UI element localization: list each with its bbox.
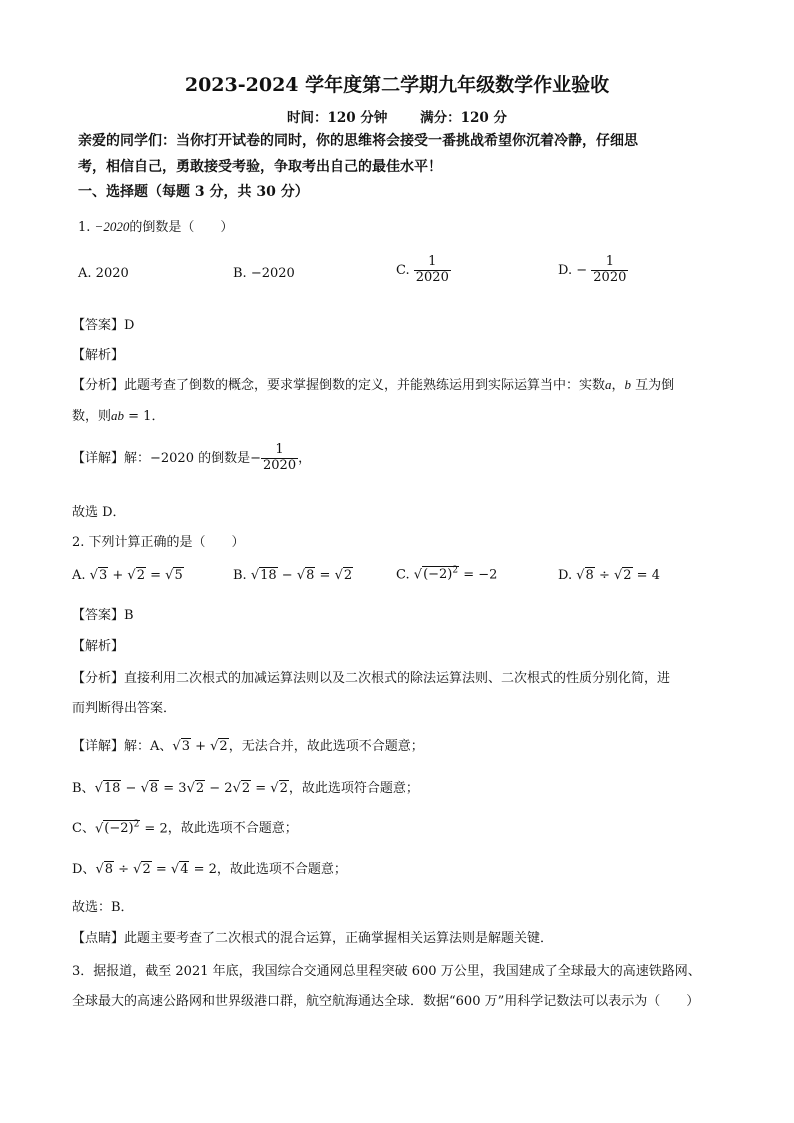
q1-text: 的倒数是（ ） [129,220,234,235]
section-heading: 一、选择题（每题 3 分，共 30 分） [78,184,309,200]
fraction: $\frac{1}{2020}$ [593,254,627,285]
exam-score: 满分：120 分 [420,110,507,126]
page-title: 2023-2024 学年度第二学期九年级数学作业验收 [184,74,610,96]
q2-analysis-tag: 【解析】 [72,639,125,654]
q2-option-a: A. √3 + √2 = √5 [72,568,183,583]
q1-number: 1. [78,220,91,235]
q1-option-b: B. −2020 [233,266,295,281]
q1-choose: 故选 D． [72,505,126,520]
q1-option-c: C. $\frac{1}{2020}$ [396,254,449,285]
exam-time: 时间：120 分钟 [287,110,388,126]
q2-analysis-line-2: 而判断得出答案． [72,701,177,716]
q1-analysis-line-2: 数，则ab = 1． [72,408,165,424]
fraction: $\frac{1}{2020}$ [263,442,297,473]
q2-detail-b: B、√18 − √8 = 3√2 − 2√2 = √2，故此选项符合题意； [72,781,419,796]
q2-option-b: B. √18 − √8 = √2 [233,568,353,583]
q1-analysis-line-1: 【分析】此题考查了倒数的概念，要求掌握倒数的定义，并能熟练运用到实际运算当中：实数a，b 互为倒 [72,377,675,393]
q2-detail-c: C、$√(-2)^2 = 2$，故此选项不合题意； [72,819,298,836]
q2-note: 【点睛】此题主要考查了二次根式的混合运算，正确掌握相关运算法则是解题关键． [72,931,554,946]
q3-line-2: 全球最大的高速公路网和世界级港口群，航空航海通达全球．数据“600 万”用科学记数法可以表示为（ ） [72,994,700,1009]
q2-analysis-line-1: 【分析】直接利用二次根式的加减运算法则以及二次根式的除法运算法则、二次根式的性质分别化简，进 [72,671,671,686]
q2-option-d: D. √8 ÷ √2 = 4 [558,568,660,583]
q1-answer: 【答案】D [72,318,135,333]
q3-line-1: 3．据报道，截至 2021 年底，我国综合交通网总里程突破 600 万公里，我国建成了全球最大的高速铁路网、 [72,964,701,979]
q2-choose: 故选：B． [72,900,134,915]
exam-info [0,106,794,126]
q1-option-d: D. − $\frac{1}{2020}$ [558,254,627,285]
q1-option-a: A. 2020 [78,266,129,281]
q2-detail-d: D、√8 ÷ √2 = √4 = 2，故此选项不合题意； [72,862,347,877]
intro-line-1: 亲爱的同学们：当你打开试卷的同时，你的思维将会接受一番挑战希望你沉着冷静，仔细思 [78,133,638,149]
q1-detail: 【详解】解：−2020 的倒数是− $\frac{1}{2020}$ ， [72,442,312,473]
q1-stem [78,216,233,235]
q1-value: −2020 [94,219,130,234]
q2-stem: 2. 下列计算正确的是（ ） [72,535,245,550]
q2-option-c: C. $√(-2)^2 = -2$ [396,566,498,583]
q2-detail-a: 【详解】解：A、√3 + √2，无法合并，故此选项不合题意； [72,739,424,754]
q2-answer: 【答案】B [72,608,134,623]
intro-line-2: 考，相信自己，勇敢接受考验，争取考出自己的最佳水平！ [78,159,442,175]
q1-analysis-tag: 【解析】 [72,348,125,363]
fraction: $\frac{1}{2020}$ [415,254,449,285]
